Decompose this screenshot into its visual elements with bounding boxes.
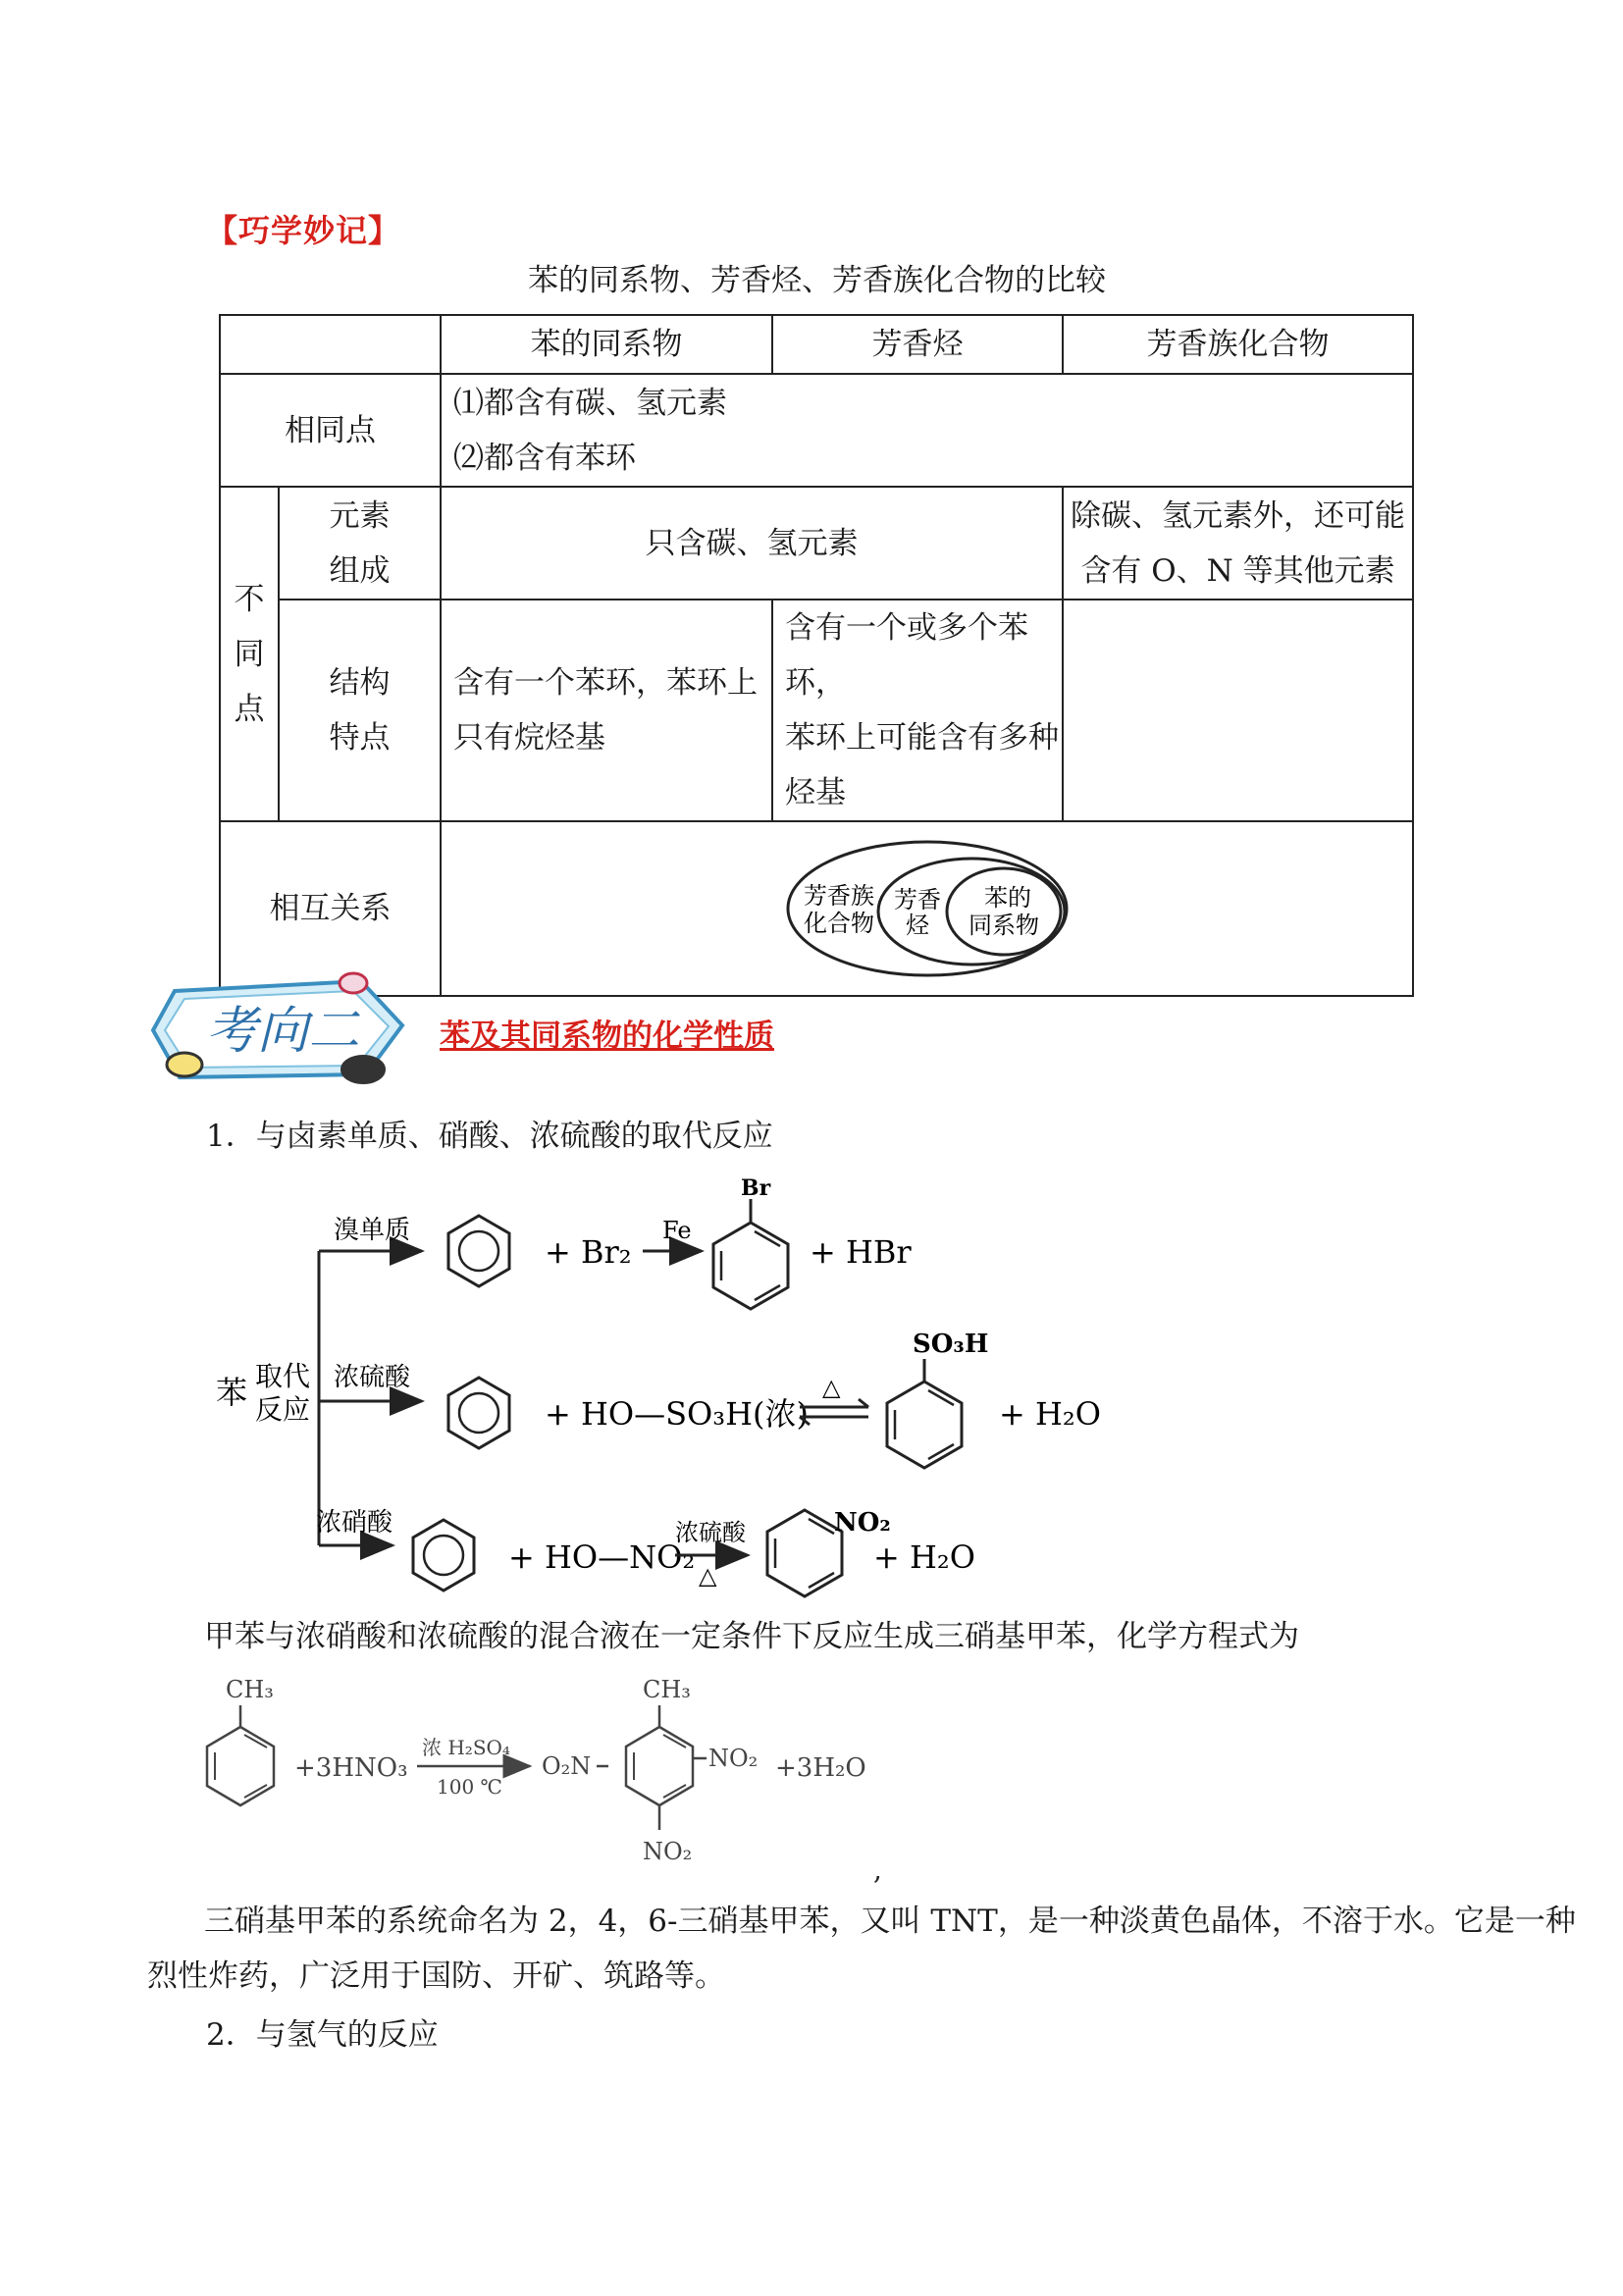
structure-label: [279, 600, 441, 821]
tnt-right-group: NO₂: [708, 1745, 759, 1772]
toluene-methyl: CH₃: [226, 1676, 274, 1703]
branch-1-product: + HBr: [810, 1233, 912, 1271]
scheme-type-line-2: 反应: [255, 1393, 311, 1426]
br-substituent: Br: [741, 1175, 771, 1201]
table-corner-cell: [220, 315, 441, 374]
bromobenzene-ring: [713, 1223, 788, 1309]
tnt-desc-line-2: 烈性炸药，广泛用于国防、开矿、筑路等。: [147, 1958, 725, 1994]
tnt-ring: [626, 1727, 693, 1805]
branch-3-condition: △: [699, 1562, 717, 1590]
scheme-benzene-label: 苯: [216, 1374, 248, 1411]
badge-dot-top: [340, 973, 367, 993]
tnt-arrow-top: 浓 H₂SO₄: [422, 1736, 510, 1759]
diff-char-1: 不: [234, 581, 265, 617]
branch-3-product: + H₂O: [873, 1539, 975, 1576]
branch-1-reactant: + Br₂: [545, 1233, 632, 1271]
header-aromatic-hydrocarbon: 芳香烃: [772, 315, 1063, 374]
structure-homolog: [441, 600, 772, 821]
tnt-bottom-group: NO₂: [643, 1838, 693, 1865]
venn-middle-line-1: 芳香: [893, 886, 941, 913]
element-compound-line-1: 除碳、氢元素外，还可能: [1071, 497, 1405, 534]
tnt-intro: 甲苯与浓硝酸和浓硫酸的混合液在一定条件下反应生成三硝基甲苯，化学方程式为: [204, 1619, 1299, 1654]
no2-substituent: NO₂: [834, 1508, 891, 1538]
structure-hc-line-3: 烃基: [785, 775, 846, 810]
venn-inner-line-2: 同系物: [968, 912, 1039, 939]
row-element: [220, 487, 1413, 600]
comparison-table: [219, 314, 1414, 997]
tnt-equation: [196, 1668, 922, 1894]
benzene-ring-1: [448, 1216, 509, 1286]
element-label-line-2: 组成: [329, 552, 391, 589]
tnt-reagent: +3HNO₃: [294, 1753, 408, 1783]
branch-2-reactant: + HO—SO₃H(浓): [545, 1395, 809, 1433]
table-caption: 苯的同系物、芳香烃、芳香族化合物的比较: [528, 263, 1106, 298]
structure-compound-empty: [1063, 600, 1413, 821]
same-content: [441, 374, 1413, 487]
sulfonic-ring: [887, 1382, 962, 1468]
substitution-scheme: [206, 1168, 1148, 1599]
nitrobenzene-ring: [767, 1510, 842, 1596]
branch-2-reagent: 浓硫酸: [334, 1363, 411, 1392]
tnt-left-group: O₂N: [542, 1752, 592, 1780]
branch-1-reagent: 溴单质: [334, 1216, 411, 1245]
structure-label-line-1: 结构: [329, 665, 391, 701]
relation-diagram-cell: [441, 821, 1413, 996]
tnt-top-methyl: CH₃: [643, 1676, 691, 1703]
benzene-ring-3: [413, 1520, 474, 1591]
structure-homolog-line-2: 只有烷烃基: [453, 720, 605, 756]
badge-text: 考向二: [205, 1002, 360, 1061]
element-label: [279, 487, 441, 600]
diff-char-3: 点: [234, 691, 265, 727]
row-structure: [220, 600, 1413, 821]
benzene-ring-2: [448, 1378, 509, 1448]
relation-label: 相互关系: [220, 821, 441, 996]
so3h-substituent: SO₃H: [913, 1330, 989, 1359]
venn-outer-line-2: 化合物: [803, 910, 874, 937]
element-aromatic-compound: [1063, 487, 1413, 600]
section-title: 苯及其同系物的化学性质: [440, 1018, 774, 1054]
badge-dot-left: [167, 1053, 202, 1076]
venn-diagram: [780, 835, 1074, 982]
same-point-1: ⑴都含有碳、氢元素: [453, 385, 727, 421]
toluene-ring: [207, 1727, 274, 1805]
venn-middle-line-2: 烃: [905, 912, 929, 939]
tnt-arrow-bottom: 100 ℃: [437, 1775, 502, 1799]
header-benzene-homolog: 苯的同系物: [441, 315, 772, 374]
structure-label-line-2: 特点: [329, 720, 391, 756]
element-compound-line-2: 含有 O、N 等其他元素: [1080, 552, 1395, 589]
table-header-row: [220, 315, 1413, 374]
section-badge: [145, 962, 420, 1099]
header-aromatic-compound: 芳香族化合物: [1063, 315, 1413, 374]
branch-2-product: + H₂O: [999, 1395, 1101, 1433]
memo-tag: 【巧学妙记】: [206, 212, 401, 249]
structure-hc-line-1: 含有一个或多个苯环，: [785, 610, 1028, 701]
scheme-type-line-1: 取代: [255, 1360, 311, 1392]
element-shared: 只含碳、氢元素: [441, 487, 1063, 600]
same-label: 相同点: [220, 374, 441, 487]
tnt-comma: ,: [873, 1853, 882, 1886]
structure-hydrocarbon: [772, 600, 1063, 821]
branch-1-catalyst: Fe: [662, 1217, 692, 1244]
branch-2-condition: △: [822, 1374, 841, 1401]
item-1-heading: 1．与卤素单质、硝酸、浓硫酸的取代反应: [206, 1119, 773, 1154]
venn-inner-line-1: 苯的: [983, 884, 1031, 912]
diff-char-2: 同: [234, 636, 265, 672]
structure-homolog-line-1: 含有一个苯环，苯环上: [453, 665, 758, 701]
tnt-desc-line-1: 三硝基甲苯的系统命名为 2，4，6-三硝基甲苯，又叫 TNT，是一种淡黄色晶体，不溶于水。它是一种: [204, 1904, 1576, 1939]
branch-3-reactant: + HO—NO₂: [508, 1539, 696, 1576]
same-point-2: ⑵都含有苯环: [453, 440, 636, 476]
diff-label: [220, 487, 279, 821]
structure-hc-line-2: 苯环上可能含有多种: [785, 720, 1059, 756]
branch-3-reagent: 浓硝酸: [316, 1508, 393, 1538]
tnt-byproduct: +3H₂O: [775, 1753, 866, 1783]
branch-3-catalyst: 浓硫酸: [675, 1519, 746, 1546]
row-same: [220, 374, 1413, 487]
venn-outer-line-1: 芳香族: [803, 882, 874, 910]
element-label-line-1: 元素: [329, 497, 391, 534]
item-2-heading: 2．与氢气的反应: [206, 2017, 439, 2053]
